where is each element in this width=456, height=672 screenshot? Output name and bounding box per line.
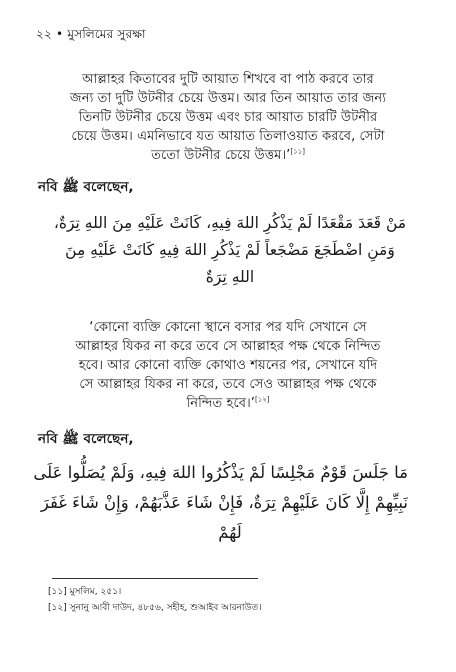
prophet-said-label: নবি ﷺ বলেছেন,: [38, 179, 134, 195]
text-line: ততো উটনীর চেয়ে উত্তম।’[১১]: [151, 147, 305, 163]
paragraph-hadith-translation-2: [50, 318, 406, 413]
text-line: তিনটি উটনীর চেয়ে উত্তম এবং চার আয়াত চারটি উটনীর: [78, 110, 378, 125]
prophet-said-label: নবি ﷺ বলেছেন,: [38, 431, 134, 447]
text-line: জন্য তা দুটি উটনীর চেয়ে উত্তম। আর তিন আয়াত তার জন্য: [69, 91, 387, 106]
arabic-hadith-2: [33, 458, 408, 548]
arabic-line: لَهُمْ: [218, 523, 242, 542]
footnote-ref: [১২]: [255, 395, 270, 404]
header-bullet: •: [56, 27, 64, 41]
text-line: আল্লাহর যিকর না করে তবে সে আল্লাহর পক্ষ থেকে নিন্দিত: [75, 339, 381, 354]
footnote-ref: [১১]: [290, 147, 305, 156]
paragraph-hadith-translation-1: [50, 70, 406, 165]
arabic-hadith-1: [52, 210, 408, 291]
arabic-line: وَمَنِ اضْطَجَعَ مَضْجَعاً لَمْ يَذْكُرِ اللهَ فِيهِ كَانَتْ عَلَيْهِ مِنَ: [65, 241, 395, 259]
arabic-line: مَنْ قَعَدَ مَقْعَدًا لَمْ يَذْكُرِ اللهَ فِيهِ، كَانَتْ عَلَيْهِ مِنَ اللهِ تِرَةٌ،: [53, 214, 407, 232]
arabic-line: مَا جَلَسَ قَوْمٌ مَجْلِسًا لَمْ يَذْكُرُوا اللهَ فِيهِ، وَلَمْ يُصَلُّوا عَلَى: [33, 463, 408, 482]
text-line: চেয়ে উত্তম। এমনিভাবে যত আয়াত তিলাওয়াত করবে, সেটা: [71, 129, 385, 144]
book-title: মুসলিমের সুরক্ষা: [67, 27, 146, 41]
footnote-11: [১১] মুসলিম, ২৫১।: [48, 587, 122, 597]
arabic-line: نَبِيِّهِمْ إِلَّا كَانَ عَلَيْهِمْ تِرَةٌ، فَإِنْ شَاءَ عَذَّبَهُمْ، وَإِنْ شَاءَ غَفَرَ: [40, 493, 408, 512]
footnote-12: [১২] সুনানু আবী দাউদ, ৪৮৫৬, সহীহ, শুআইব আরনাউত।: [48, 603, 262, 613]
arabic-line: اللهِ تِرَةٌ: [205, 268, 255, 286]
text-line: আল্লাহর কিতাবের দুটি আয়াত শিখবে বা পাঠ করবে তার: [82, 72, 374, 87]
footnote-divider: [52, 578, 258, 579]
text-line: হবে। আর কোনো ব্যক্তি কোথাও শয়নের পর, সেখানে যদি: [78, 358, 378, 373]
page-number: ২২: [36, 27, 53, 41]
text-line: ‘কোনো ব্যক্তি কোনো স্থানে বসার পর যদি সেখানে সে: [89, 320, 367, 335]
running-header: [36, 26, 146, 46]
text-line: নিন্দিত হবে।’[১২]: [186, 395, 270, 411]
text-line: সে আল্লাহর যিকর না করে, তবে সেও আল্লাহর পক্ষ থেকে: [79, 377, 377, 392]
